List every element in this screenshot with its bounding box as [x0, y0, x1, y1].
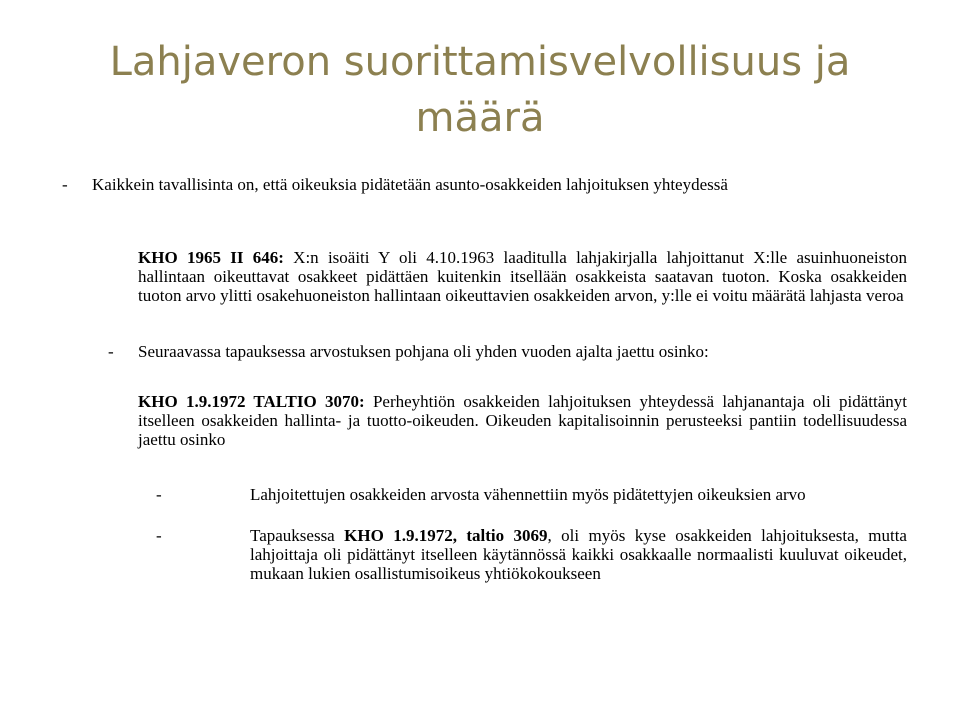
sub-bullet-description: , oli myös kyse osakkeiden lahjoituksesta, mutta lahjoittaja oli pidättänyt itselleen käytännössä kaikki osakkaalle normaalisti kuuluvat oikeudet, mukaan lukien osallistumisoikeus yhtiökokoukseen: [250, 526, 907, 583]
slide-title: Lahjaveron suorittamisvelvollisuus ja määrä: [109, 39, 851, 141]
case-description: X:n isoäiti Y oli 4.10.1963 laaditulla lahjakirjalla lahjoittanut X:lle asuinhuoneiston hallintaan oikeuttavat osakkeet pidättäen kuitenkin itsellään osakkeista saatavan tuoton. Koska osakkeiden tuoton arvo ylitti osakehuoneiston hallintaan oikeuttavien osakkeiden arvon, y:lle ei voitu määrätä lahjasta veroa: [138, 248, 907, 305]
case-reference: KHO 1965 II 646:: [138, 248, 284, 267]
sub-bullet-marker: -: [156, 485, 162, 504]
sub-bullet-text-2: [250, 526, 907, 583]
case-kho-1972-3070: [138, 392, 907, 449]
case-description: Perheyhtiön osakkeiden lahjoituksen yhteydessä lahjanantaja oli pidättänyt itselleen osakkeiden hallinta- ja tuotto-oikeuden. Oikeuden kapitalisoinnin perusteeksi pantiin todellisuudessa jaettu osinko: [138, 392, 907, 449]
sub-bullet-prefix: Tapauksessa: [250, 526, 345, 545]
case-kho-1965: [138, 248, 907, 305]
case-reference: KHO 1.9.1972, taltio 3069: [344, 526, 548, 545]
bullet-text-2: Seuraavassa tapauksessa arvostuksen pohjana oli yhden vuoden ajalta jaettu osinko:: [138, 342, 709, 361]
bullet-text-1: Kaikkein tavallisinta on, että oikeuksia pidätetään asunto-osakkeiden lahjoituksen yhteydessä: [92, 175, 728, 194]
bullet-marker: -: [108, 342, 114, 361]
sub-bullet-text-1: Lahjoitettujen osakkeiden arvosta vähennettiin myös pidätettyjen oikeuksien arvo: [250, 485, 806, 504]
case-reference: KHO 1.9.1972 TALTIO 3070:: [138, 392, 365, 411]
sub-bullet-marker: -: [156, 526, 162, 545]
bullet-marker: -: [62, 175, 68, 194]
